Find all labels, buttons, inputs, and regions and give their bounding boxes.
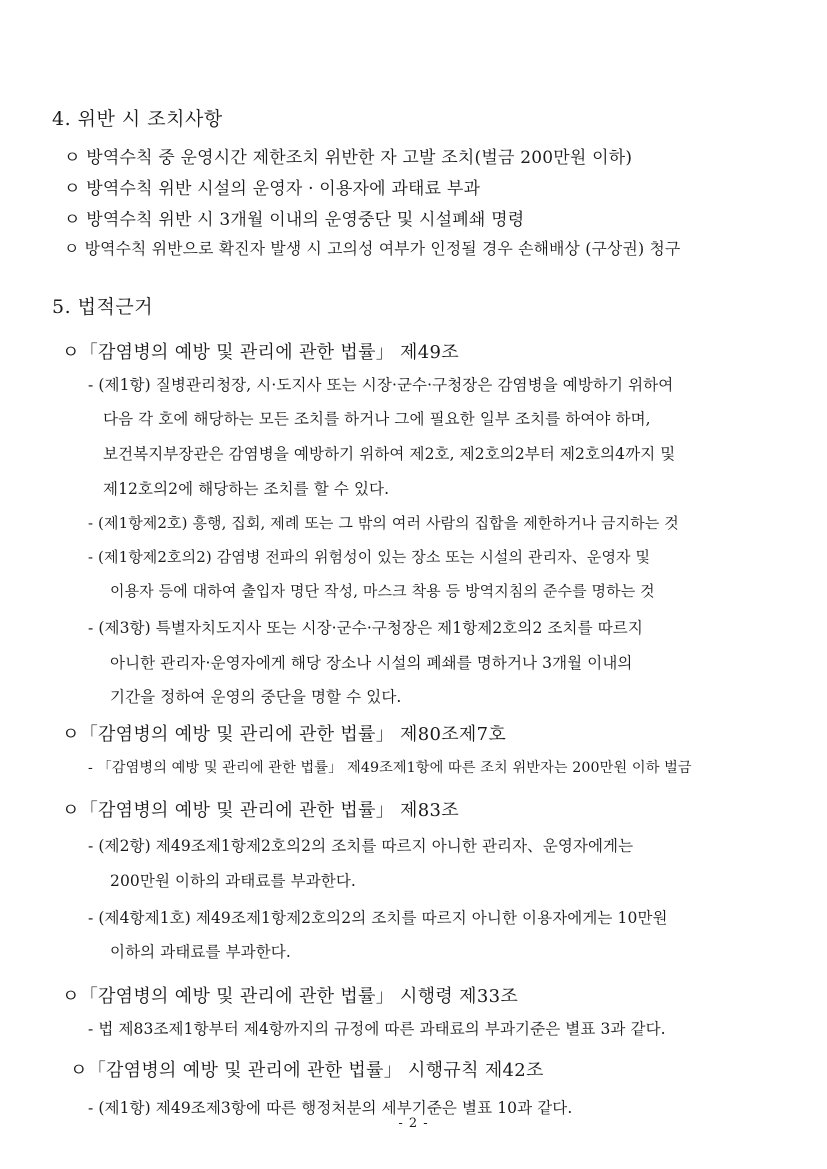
section-4-bullet-2: ㅇ 방역수칙 위반 시설의 운영자 · 이용자에 과태료 부과 [64, 179, 481, 199]
law-1-item-4-line-1: - (제3항) 특별자치도지사 또는 시장·군수·구청장은 제1항제2호의2 조치를 따르지 [88, 619, 643, 637]
section-5-heading: 5. 법적근거 [52, 296, 154, 318]
law-4-item-1: - 법 제83조제1항부터 제4항까지의 규정에 따른 과태료의 부과기준은 별표 3과 같다. [88, 1020, 666, 1038]
law-1-item-1-line-2: 다음 각 호에 해당하는 모든 조치를 하거나 그에 필요한 일부 조치를 하여야 하며, [103, 410, 651, 428]
section-4-bullet-4: ㅇ 방역수칙 위반으로 확진자 발생 시 고의성 여부가 인정될 경우 손해배상 (구상권) 청구 [64, 239, 681, 258]
law-1-item-4-line-2: 아니한 관리자·운영자에게 해당 장소나 시설의 폐쇄를 명하거나 3개월 이내의 [110, 654, 633, 672]
page-number: - 2 - [398, 1116, 429, 1131]
law-3-item-1-line-1: - (제2항) 제49조제1항제2호의2의 조치를 따르지 아니한 관리자、운영자에게는 [88, 837, 634, 855]
law-5-title: ㅇ「감염병의 예방 및 관리에 관한 법률」 시행규칙 제42조 [70, 1060, 544, 1081]
law-1-item-1-line-3: 보건복지부장관은 감염병을 예방하기 위하여 제2호, 제2호의2부터 제2호의4까지 및 [103, 445, 676, 463]
law-2-item-1: - 「감염병의 예방 및 관리에 관한 법률」 제49조제1항에 따른 조치 위반자는 200만원 이하 벌금 [88, 760, 692, 776]
law-1-item-4-line-3: 기간을 정하여 운영의 중단을 명할 수 있다. [110, 688, 402, 706]
law-1-item-2: - (제1항제2호) 흥행, 집회, 제례 또는 그 밖의 여러 사람의 집합을 제한하거나 금지하는 것 [88, 514, 679, 532]
section-4-heading: 4. 위반 시 조치사항 [52, 108, 223, 130]
law-1-item-1-line-4: 제12호의2에 해당하는 조치를 할 수 있다. [103, 480, 390, 498]
law-3-item-1-line-2: 200만원 이하의 과태료를 부과한다. [110, 872, 356, 890]
law-4-title: ㅇ「감염병의 예방 및 관리에 관한 법률」 시행령 제33조 [62, 986, 519, 1007]
section-4-bullet-3: ㅇ 방역수칙 위반 시 3개월 이내의 운영중단 및 시설폐쇄 명령 [64, 210, 525, 230]
law-3-title: ㅇ「감염병의 예방 및 관리에 관한 법률」 제83조 [62, 800, 459, 821]
law-1-item-3-line-2: 이용자 등에 대하여 출입자 명단 작성, 마스크 착용 등 방역지침의 준수를 명하는 것 [110, 582, 655, 600]
law-5-item-1: - (제1항) 제49조제3항에 따른 행정처분의 세부기준은 별표 10과 같다. [88, 1099, 573, 1117]
law-3-item-2-line-1: - (제4항제1호) 제49조제1항제2호의2의 조치를 따르지 아니한 이용자에게는 10만원 [88, 909, 668, 927]
law-2-title: ㅇ「감염병의 예방 및 관리에 관한 법률」 제80조제7호 [62, 724, 507, 745]
law-3-item-2-line-2: 이하의 과태료를 부과한다. [110, 943, 291, 961]
law-1-title: ㅇ「감염병의 예방 및 관리에 관한 법률」 제49조 [62, 342, 459, 363]
law-1-item-3-line-1: - (제1항제2호의2) 감염병 전파의 위험성이 있는 장소 또는 시설의 관리자、운영자 및 [88, 548, 651, 566]
section-4-bullet-1: ㅇ 방역수칙 중 운영시간 제한조치 위반한 자 고발 조치(벌금 200만원 이하) [64, 148, 633, 168]
law-1-item-1-line-1: - (제1항) 질병관리청장, 시·도지사 또는 시장·군수·구청장은 감염병을 예방하기 위하여 [88, 376, 674, 394]
